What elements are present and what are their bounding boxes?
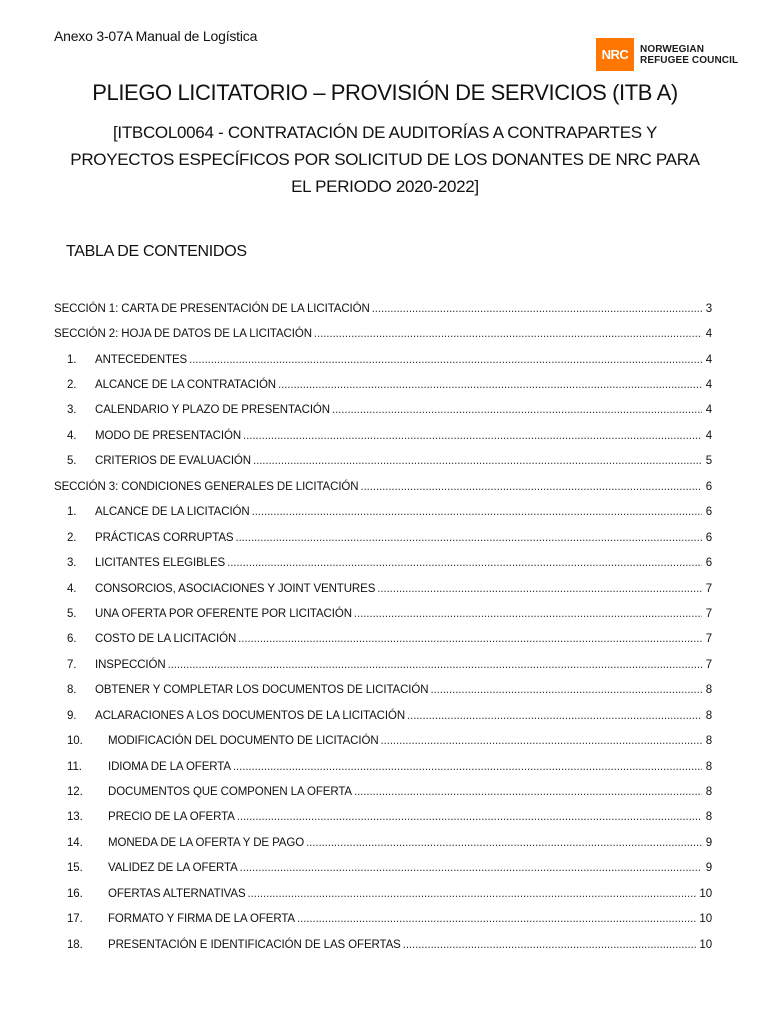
toc-entry-label: DOCUMENTOS QUE COMPONEN LA OFERTA [108, 786, 352, 799]
annex-label: Anexo 3-07A Manual de Logística [54, 28, 258, 44]
toc-dot-leader [360, 481, 702, 493]
toc-entry[interactable] [54, 728, 712, 753]
toc-entry-label: FORMATO Y FIRMA DE LA OFERTA [108, 913, 295, 926]
toc-entry[interactable] [54, 525, 712, 550]
toc-dot-leader [306, 837, 702, 849]
toc-dot-leader [253, 455, 702, 467]
toc-entry-label: ANTECEDENTES [95, 353, 188, 366]
toc-entry[interactable] [54, 830, 712, 855]
toc-entry-label: OBTENER Y COMPLETAR LOS DOCUMENTOS DE LICITACIÓN [95, 684, 429, 697]
toc-dot-leader [332, 404, 702, 416]
toc-entry-label: PRESENTACIÓN E IDENTIFICACIÓN DE LAS OFERTAS [108, 938, 401, 951]
toc-entry-page: 6 [705, 506, 712, 519]
toc-section-entry[interactable] [54, 474, 712, 499]
toc-entry-page: 7 [705, 633, 712, 646]
toc-entry[interactable] [54, 372, 712, 397]
toc-entry-page: 4 [705, 404, 712, 417]
toc-section-entry[interactable] [54, 321, 712, 346]
toc-dot-leader [235, 532, 702, 544]
nrc-logo-line1: NORWEGIAN [640, 43, 705, 55]
toc-entry-label: LICITANTES ELEGIBLES [95, 557, 226, 570]
toc-entry[interactable] [54, 907, 712, 932]
toc-entry[interactable] [54, 398, 712, 423]
toc-entry-page: 9 [705, 836, 712, 849]
toc-dot-leader [227, 557, 702, 569]
toc-entry-number: 16. [67, 887, 83, 900]
toc-section-entry[interactable] [54, 296, 712, 321]
toc-entry-number: 3. [67, 557, 77, 570]
toc-entry-number: 13. [67, 811, 83, 824]
toc-entry-number: 5. [67, 607, 77, 620]
toc-dot-leader [233, 761, 702, 773]
toc-entry-page: 4 [705, 353, 712, 366]
toc-dot-leader [354, 786, 702, 798]
toc-entry-label: ACLARACIONES A LOS DOCUMENTOS DE LA LICITACIÓN [95, 709, 406, 722]
toc-dot-leader [430, 684, 702, 696]
toc-entry-label: SECCIÓN 3: CONDICIONES GENERALES DE LICITACIÓN [54, 480, 359, 493]
toc-entry[interactable] [54, 856, 712, 881]
toc-entry[interactable] [54, 550, 712, 575]
document-subtitle: [ITBCOL0064 - CONTRATACIÓN DE AUDITORÍAS A CONTRAPARTES Y PROYECTOS ESPECÍFICOS POR SOLICITUD DE LOS DONANTES DE NRC PARA EL PERIODO 2020-2022] [70, 123, 700, 196]
nrc-logo-line2: REFUGEE COUNCIL [640, 54, 739, 66]
toc-entry-number: 14. [67, 836, 83, 849]
toc-entry-number: 17. [67, 913, 83, 926]
nrc-logo [596, 38, 738, 71]
document-title: PLIEGO LICITATORIO – PROVISIÓN DE SERVICIOS (ITB A) [92, 80, 678, 105]
toc-dot-leader [189, 354, 702, 366]
toc-entry-label: SECCIÓN 2: HOJA DE DATOS DE LA LICITACIÓN [54, 328, 312, 341]
toc-dot-leader [381, 735, 702, 747]
toc-entry-label: CONSORCIOS, ASOCIACIONES Y JOINT VENTURES [95, 582, 376, 595]
toc-entry-label: COSTO DE LA LICITACIÓN [95, 633, 237, 646]
toc-entry-number: 5. [67, 455, 77, 468]
toc-entry-label: PRECIO DE LA OFERTA [108, 811, 235, 824]
toc-dot-leader [243, 430, 702, 442]
toc-entry[interactable] [54, 576, 712, 601]
toc-entry-number: 18. [67, 938, 83, 951]
toc-entry[interactable] [54, 423, 712, 448]
toc-entry-page: 7 [705, 658, 712, 671]
nrc-logo-mark: NRC [596, 38, 634, 71]
toc-entry-number: 11. [67, 760, 82, 773]
toc-entry[interactable] [54, 678, 712, 703]
toc-entry-page: 6 [705, 531, 712, 544]
toc-dot-leader [252, 506, 702, 518]
toc-entry-number: 15. [67, 862, 83, 875]
toc-entry-page: 4 [705, 379, 712, 392]
toc-entry[interactable] [54, 881, 712, 906]
toc-entry-number: 4. [67, 582, 77, 595]
toc-entry-label: PRÁCTICAS CORRUPTAS [95, 531, 234, 544]
toc-entry-label: ALCANCE DE LA CONTRATACIÓN [95, 379, 277, 392]
toc-entry-number: 6. [67, 633, 77, 646]
toc-entry-page: 9 [705, 862, 712, 875]
toc-heading: TABLA DE CONTENIDOS [66, 243, 247, 260]
toc-entry-page: 8 [705, 709, 712, 722]
toc-entry-page: 3 [705, 302, 712, 315]
toc-entry-page: 7 [705, 607, 712, 620]
table-of-contents [54, 296, 712, 957]
toc-entry-page: 10 [699, 887, 712, 900]
toc-entry-label: MODO DE PRESENTACIÓN [95, 429, 242, 442]
toc-entry-label: SECCIÓN 1: CARTA DE PRESENTACIÓN DE LA LICITACIÓN [54, 302, 370, 315]
toc-entry-page: 8 [705, 760, 712, 773]
toc-entry-page: 8 [705, 735, 712, 748]
toc-dot-leader [238, 633, 702, 645]
toc-entry-page: 8 [705, 786, 712, 799]
toc-entry-number: 9. [67, 709, 77, 722]
toc-dot-leader [248, 888, 698, 900]
toc-entry[interactable] [54, 601, 712, 626]
toc-dot-leader [377, 583, 702, 595]
toc-entry-label: UNA OFERTA POR OFERENTE POR LICITACIÓN [95, 607, 352, 620]
toc-dot-leader [403, 939, 698, 951]
toc-dot-leader [237, 811, 702, 823]
toc-entry-number: 1. [67, 353, 77, 366]
toc-entry-number: 7. [67, 658, 77, 671]
toc-entry-page: 10 [699, 913, 712, 926]
toc-entry-label: INSPECCIÓN [95, 658, 166, 671]
toc-entry[interactable] [54, 754, 712, 779]
toc-entry-number: 4. [67, 429, 77, 442]
toc-entry[interactable] [54, 347, 712, 372]
toc-entry-page: 7 [705, 582, 712, 595]
toc-entry-number: 8. [67, 684, 77, 697]
toc-entry[interactable] [54, 652, 712, 677]
toc-dot-leader [407, 710, 702, 722]
toc-entry-number: 12. [67, 786, 83, 799]
toc-entry-label: VALIDEZ DE LA OFERTA [108, 862, 238, 875]
toc-dot-leader [297, 913, 697, 925]
toc-entry-label: CRITERIOS DE EVALUACIÓN [95, 455, 251, 468]
toc-entry-label: MODIFICACIÓN DEL DOCUMENTO DE LICITACIÓN [108, 735, 379, 748]
toc-entry-page: 6 [705, 480, 712, 493]
toc-dot-leader [354, 608, 702, 620]
nrc-logo-text [640, 44, 738, 66]
toc-entry-page: 5 [705, 455, 712, 468]
toc-entry-number: 10. [67, 735, 83, 748]
toc-entry[interactable] [54, 627, 712, 652]
toc-entry[interactable] [54, 703, 712, 728]
toc-dot-leader [314, 328, 702, 340]
toc-entry-number: 2. [67, 379, 77, 392]
toc-dot-leader [372, 303, 702, 315]
toc-dot-leader [278, 379, 702, 391]
toc-entry-page: 8 [705, 811, 712, 824]
toc-entry-page: 4 [705, 429, 712, 442]
toc-entry-page: 6 [705, 557, 712, 570]
toc-entry[interactable] [54, 449, 712, 474]
toc-entry-label: OFERTAS ALTERNATIVAS [108, 887, 246, 900]
toc-dot-leader [168, 659, 702, 671]
toc-entry-page: 4 [705, 328, 712, 341]
toc-entry-number: 3. [67, 404, 77, 417]
toc-entry[interactable] [54, 805, 712, 830]
toc-entry-number: 1. [67, 506, 77, 519]
toc-entry[interactable] [54, 932, 712, 957]
toc-entry[interactable] [54, 500, 712, 525]
toc-entry[interactable] [54, 779, 712, 804]
toc-entry-label: ALCANCE DE LA LICITACIÓN [95, 506, 250, 519]
toc-entry-label: MONEDA DE LA OFERTA Y DE PAGO [108, 836, 305, 849]
toc-entry-number: 2. [67, 531, 77, 544]
toc-entry-label: IDIOMA DE LA OFERTA [108, 760, 231, 773]
toc-dot-leader [240, 862, 702, 874]
toc-entry-label: CALENDARIO Y PLAZO DE PRESENTACIÓN [95, 404, 330, 417]
toc-entry-page: 8 [705, 684, 712, 697]
toc-entry-page: 10 [699, 938, 712, 951]
